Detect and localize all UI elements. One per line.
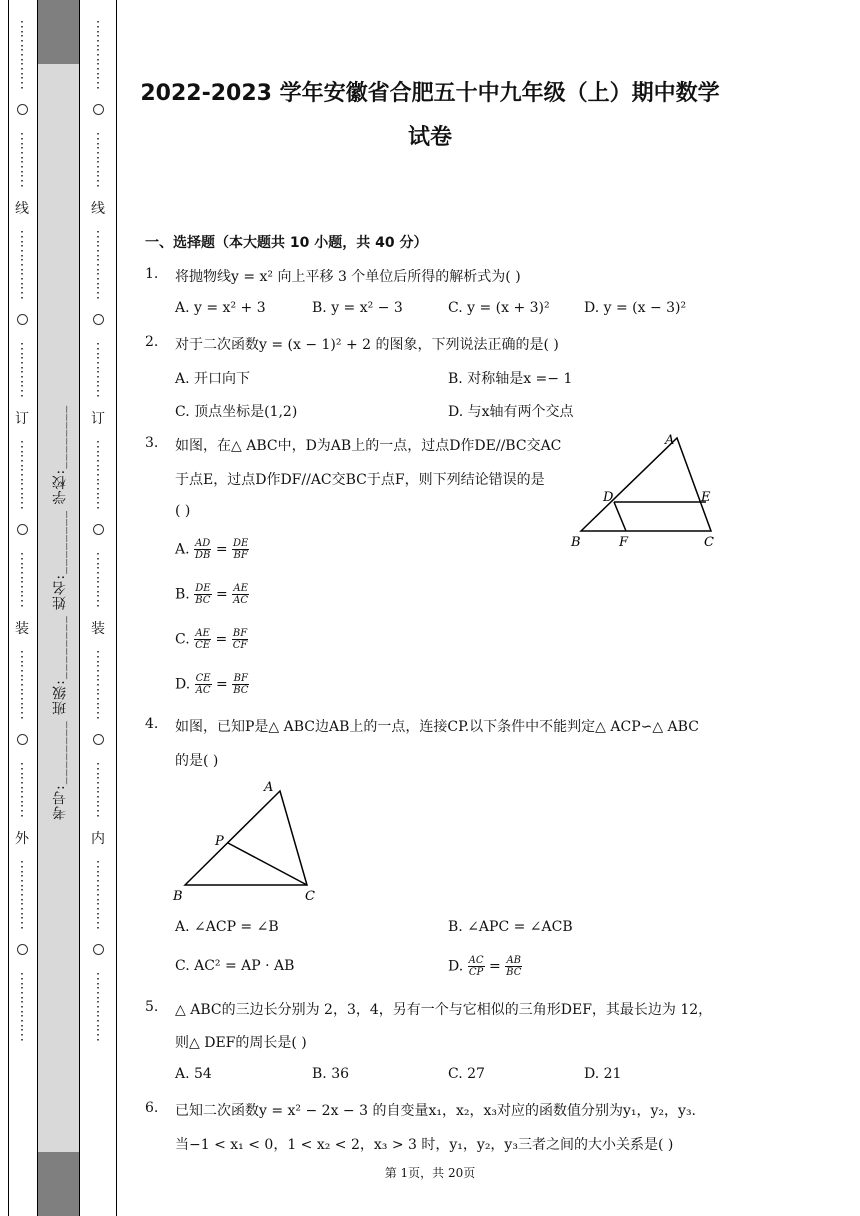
circle-mark [93,944,104,955]
inner-mark-zhuang: 装 [91,621,105,637]
circle-mark [93,104,104,115]
q1-option-c: C. y = (x + 3)² [448,300,550,316]
q3-triangle-figure [565,428,725,553]
binding-border-left [8,0,9,1216]
fig4-label-a: A [264,780,274,795]
fig4-label-c: C [305,889,315,904]
q5-option-b: B. 36 [312,1066,350,1082]
binding-border-right [116,0,117,1216]
binding-gray-bottom [38,1152,79,1216]
circle-mark [17,524,28,535]
q1-option-d: D. y = (x − 3)² [584,300,687,316]
q6-stem-line1: 已知二次函数y = x² − 2x − 3 的自变量x₁，x₂，x₃对应的函数值分别为y₁，y₂，y₃. [175,1103,697,1119]
page-title-2: 试卷 [407,125,452,150]
section-heading: 一、选择题（本大题共 10 小题，共 40 分） [145,235,428,251]
q3-option-b: B. $\frac{DE}{BC}$ = $\frac{AE}{AC}$ [175,583,249,606]
circle-mark [93,314,104,325]
q4-option-c: C. AC² = AP · AB [175,958,295,974]
q4-triangle-figure [165,775,325,905]
inner-mark-xian: 线 [91,201,105,217]
circle-mark [17,104,28,115]
q2-option-a: A. 开口向下 [175,371,251,387]
q4-stem-line2: 的是( ) [175,753,219,769]
fig3-label-d: D [603,490,614,505]
field-exam-no: 考号: [52,784,68,820]
q4-option-a: A. ∠ACP = ∠B [175,919,279,935]
binding-border-inner [79,0,80,1216]
q4-option-b: B. ∠APC = ∠ACB [448,919,573,935]
q4-stem-line1: 如图，已知P是△ ABC边AB上的一点，连接CP.以下条件中不能判定△ ACP∽△ ABC [175,719,699,735]
q4-option-d: D. $\frac{AC}{CP}$ = $\frac{AB}{BC}$ [448,955,522,978]
inner-mark-ding: 订 [91,411,105,427]
field-school: 学校: [52,468,68,505]
inner-dot-column: ⋮ ⋮ ⋮ ⋮ ⋮ ⋮ ⋮ ⋮ ⋮ 线 ⋮ ⋮ ⋮ ⋮ ⋮ ⋮ ⋮ ⋮ ⋮ 订 ⋮ ⋮ ⋮ ⋮ ⋮ ⋮ ⋮ ⋮ ⋮ 装 ⋮ ⋮ ⋮ ⋮ ⋮ ⋮ ⋮ ⋮ ⋮ 内 ⋮ ⋮ ⋮ ⋮ ⋮ ⋮ ⋮ ⋮ ⋮ ⋮ [91,19,105,1043]
q2-number: 2. [145,334,159,350]
q5-number: 5. [145,999,159,1015]
fig3-label-f: F [619,535,629,550]
fig3-label-e: E [701,490,711,505]
q2-option-c: C. 顶点坐标是(1,2) [175,404,298,420]
q1-number: 1. [145,266,159,282]
field-name: 姓名: [52,573,68,610]
q1-option-b: B. y = x² − 3 [312,300,403,316]
q6-stem-line2: 当−1 < x₁ < 0，1 < x₂ < 2，x₃ > 3 时，y₁，y₂，y₃三者之间的大小关系是( ) [175,1137,674,1153]
circle-mark [17,734,28,745]
q5-option-a: A. 54 [175,1066,212,1082]
circle-mark [17,944,28,955]
outer-mark-zhuang: 装 [15,621,29,637]
outer-dot-column: ⋮ ⋮ ⋮ ⋮ ⋮ ⋮ ⋮ ⋮ ⋮ 线 ⋮ ⋮ ⋮ ⋮ ⋮ ⋮ ⋮ ⋮ ⋮ 订 ⋮ ⋮ ⋮ ⋮ ⋮ ⋮ ⋮ ⋮ ⋮ 装 ⋮ ⋮ ⋮ ⋮ ⋮ ⋮ ⋮ ⋮ ⋮ 外 ⋮ ⋮ ⋮ ⋮ ⋮ ⋮ ⋮ ⋮ ⋮ ⋮ [15,19,29,1043]
q3-number: 3. [145,435,159,451]
q3-stem-line2: 于点E，过点D作DF//AC交BC于点F，则下列结论错误的是 [175,472,545,488]
outer-mark-ding: 订 [15,411,29,427]
q3-stem-line1: 如图，在△ ABC中，D为AB上的一点，过点D作DE//BC交AC [175,438,562,454]
q5-option-d: D. 21 [584,1066,622,1082]
q1-option-a: A. y = x² + 3 [175,300,266,316]
circle-mark [93,524,104,535]
q3-option-c: C. $\frac{AE}{CE}$ = $\frac{BF}{CF}$ [175,628,248,651]
q5-option-c: C. 27 [448,1066,485,1082]
q5-stem-line1: △ ABC的三边长分别为 2，3，4，另有一个与它相似的三角形DEF，其最长边为 12， [175,1002,713,1018]
fig3-label-a: A [665,433,675,448]
circle-mark [93,734,104,745]
inner-mark-nei: 内 [91,831,105,847]
q2-option-d: D. 与x轴有两个交点 [448,404,574,420]
fig4-label-p: P [215,834,224,849]
q5-stem-line2: 则△ DEF的周长是( ) [175,1035,307,1051]
fig4-label-b: B [173,889,183,904]
q6-number: 6. [145,1100,159,1116]
q3-stem-line3: ( ) [175,503,191,519]
binding-gray-top [38,0,79,64]
field-class: 班级: [52,679,68,715]
outer-mark-xian: 线 [15,201,29,217]
outer-mark-wai: 外 [15,831,29,847]
page-title: 2022-2023 学年安徽省合肥五十中九年级（上）期中数学 [140,81,720,106]
page-footer: 第 1页，共 20页 [384,1166,476,1180]
circle-mark [17,314,28,325]
fig3-label-c: C [704,535,714,550]
q4-number: 4. [145,716,159,732]
q2-stem: 对于二次函数y = (x − 1)² + 2 的图象，下列说法正确的是( ) [175,337,559,353]
q1-stem: 将抛物线y = x² 向上平移 3 个单位后所得的解析式为( ) [175,269,521,285]
q3-option-a: A. $\frac{AD}{DB}$ = $\frac{DE}{BF}$ [175,538,249,561]
q3-option-d: D. $\frac{CE}{AC}$ = $\frac{BF}{BC}$ [175,673,249,696]
fig3-label-b: B [571,535,581,550]
student-info-fields: 考号:________ 班级:________ 姓名:________ 学校:________ [52,404,68,820]
q2-option-b: B. 对称轴是x =− 1 [448,371,573,387]
